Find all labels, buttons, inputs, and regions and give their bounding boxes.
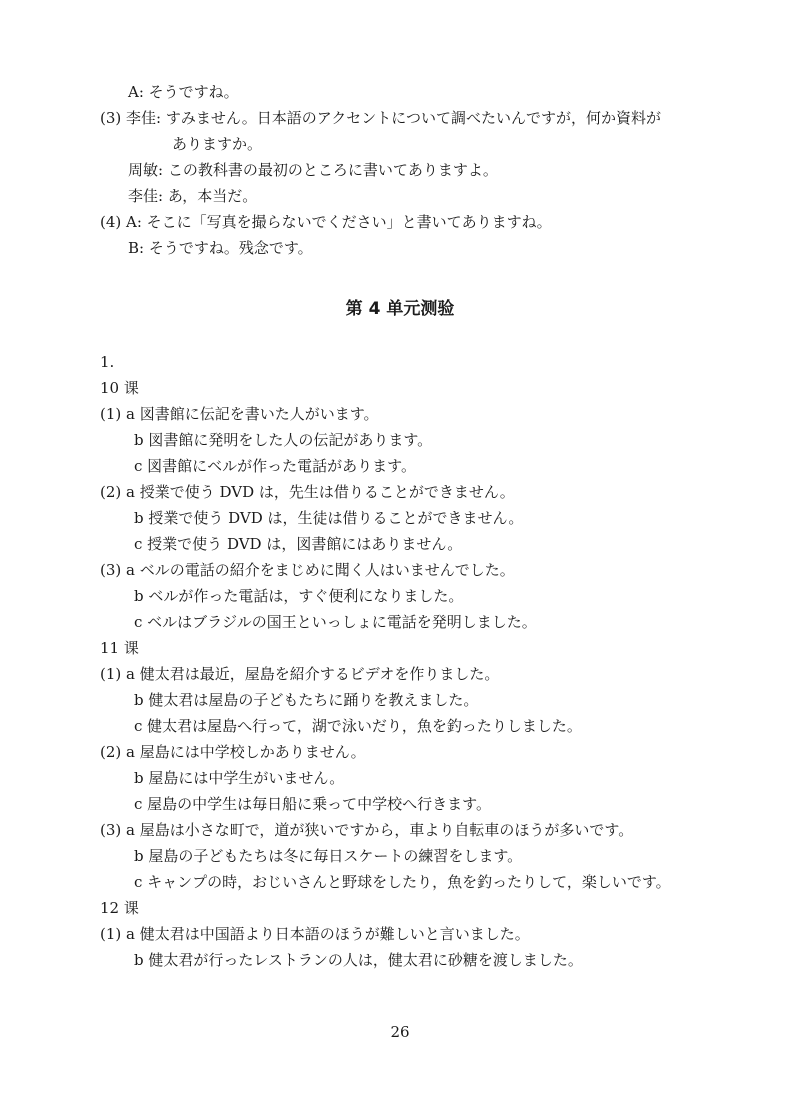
dialogue-line: (3) 李佳: すみません。日本語のアクセントについて調べたいんですが，何か資料が [100, 109, 661, 127]
dialogue-line: 周敏: この教科書の最初のところに書いてありますよ。 [128, 161, 498, 179]
lesson-heading: 11 课 [100, 639, 139, 657]
answer-option: (1) a 健太君は最近，屋島を紹介するビデオを作りました。 [100, 665, 500, 683]
answer-option: c 授業で使う DVD は，図書館にはありません。 [134, 535, 463, 553]
answer-option: c ベルはブラジルの国王といっしょに電話を発明しました。 [134, 613, 537, 631]
answer-option: b 健太君は屋島の子どもたちに踊りを教えました。 [134, 691, 479, 709]
answer-option: (3) a ベルの電話の紹介をまじめに聞く人はいませんでした。 [100, 561, 515, 579]
answer-option: b 図書館に発明をした人の伝記があります。 [134, 431, 433, 449]
answer-option: (1) a 図書館に伝記を書いた人がいます。 [100, 405, 379, 423]
answer-option: (2) a 屋島には中学校しかありません。 [100, 743, 366, 761]
answer-option: c キャンプの時，おじいさんと野球をしたり，魚を釣ったりして，楽しいです。 [134, 873, 671, 891]
answer-option: (3) a 屋島は小さな町で，道が狭いですから，車より自転車のほうが多いです。 [100, 821, 634, 839]
answer-option: b 屋島には中学生がいません。 [134, 769, 345, 787]
page-number: 26 [390, 1023, 410, 1041]
section-title: 第 4 单元测验 [345, 299, 455, 319]
answer-option: c 屋島の中学生は毎日船に乗って中学校へ行きます。 [134, 795, 491, 813]
answer-option: (1) a 健太君は中国語より日本語のほうが難しいと言いました。 [100, 925, 530, 943]
answer-option: c 健太君は屋島へ行って，湖で泳いだり，魚を釣ったりしました。 [134, 717, 582, 735]
lesson-heading: 12 课 [100, 899, 139, 917]
answer-option: b 授業で使う DVD は，生徒は借りることができません。 [134, 509, 524, 527]
dialogue-line: A: そうですね。 [128, 83, 239, 101]
dialogue-line: ありますか。 [172, 135, 263, 153]
dialogue-line: (4) A: そこに「写真を撮らないでください」と書いてありますね。 [100, 213, 552, 231]
answer-option: (2) a 授業で使う DVD は，先生は借りることができません。 [100, 483, 515, 501]
answer-option: b ベルが作った電話は，すぐ便利になりました。 [134, 587, 464, 605]
answer-option: c 図書館にベルが作った電話があります。 [134, 457, 416, 475]
answer-option: b 健太君が行ったレストランの人は，健太君に砂糖を渡しました。 [134, 951, 583, 969]
dialogue-line: 李佳: あ，本当だ。 [128, 187, 258, 205]
question-number: 1. [100, 353, 115, 371]
answer-option: b 屋島の子どもたちは冬に毎日スケートの練習をします。 [134, 847, 523, 865]
dialogue-line: B: そうですね。残念です。 [128, 239, 313, 257]
lesson-heading: 10 课 [100, 379, 139, 397]
